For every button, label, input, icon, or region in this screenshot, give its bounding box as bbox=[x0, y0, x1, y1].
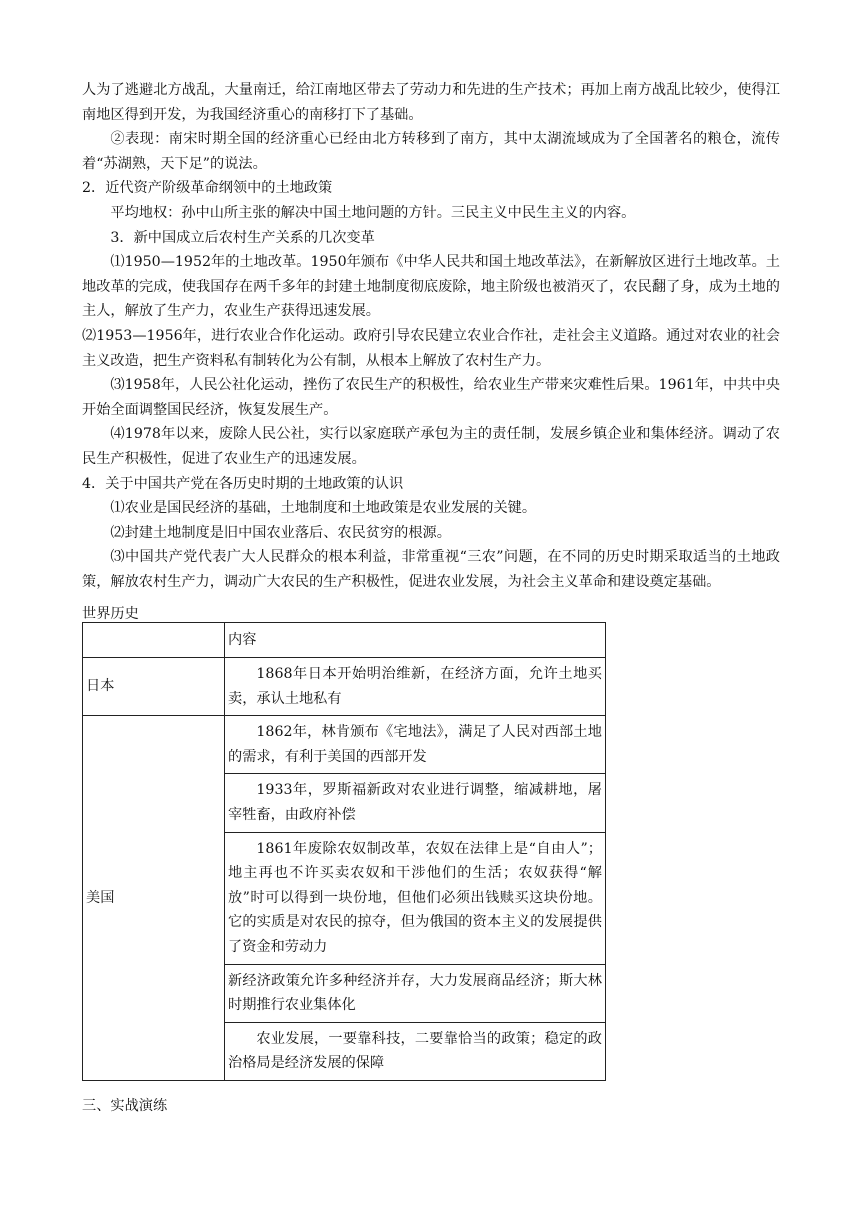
paragraph-understanding-3: ⑶中国共产党代表广大人民群众的根本利益，非常重视“三农”问题，在不同的历史时期采取适当的土地政策，解放农村生产力，调动广大农民的生产积极性，促进农业发展，为社会主义革命和建设奠定基础。 bbox=[82, 549, 780, 590]
paragraph-performance: ②表现：南宋时期全国的经济重心已经由北方转移到了南方，其中太湖流域成为了全国著名的粮仓，流传着“苏湖熟，天下足”的说法。 bbox=[82, 131, 780, 172]
table-cell-content: 1861年废除农奴制改革，农奴在法律上是“自由人”；地主再也不许买卖农奴和干涉他们的生活；农奴获得“解放”时可以得到一块份地，但他们必须出钱赎买这块份地。它的实质是对农民的掠夺，但为俄国的资本主义的发展提供了资金和劳动力 bbox=[225, 832, 606, 964]
paragraph-responsibility-system: ⑷1978年以来，废除人民公社，实行以家庭联产承包为主的责任制，发展乡镇企业和集体经济。调动了农民生产积极性，促进了农业生产的迅速发展。 bbox=[82, 426, 780, 467]
heading-rural-changes: 3．新中国成立后农村生产关系的几次变革 bbox=[110, 229, 375, 246]
table-cell-country: 日本 bbox=[83, 658, 225, 716]
table-cell-content: 新经济政策允许多种经济并存，大力发展商品经济；斯大林时期推行农业集体化 bbox=[225, 964, 606, 1022]
table-cell-country-merged bbox=[83, 716, 225, 1081]
paragraph-land-reform: ⑴1950—1952年的土地改革。1950年颁布《中华人民共和国土地改革法》，在新解放区进行土地改革。土地改革的完成，使我国存在两千多年的封建土地制度彻底废除，地主阶级也被消灭了，农民翻了身，成为土地的主人，解放了生产力，农业生产获得迅速发展。 bbox=[82, 254, 780, 320]
table-cell-content: 农业发展，一要靠科技，二要靠恰当的政策；稳定的政治格局是经济发展的保障 bbox=[225, 1022, 606, 1080]
heading-land-policy: 2．近代资产阶级革命纲领中的土地政策 bbox=[82, 180, 333, 197]
table-cell-content: 1862年，林肯颁布《宅地法》，满足了人民对西部土地的需求，有利于美国的西部开发 bbox=[225, 716, 606, 774]
paragraph-commune: ⑶1958年，人民公社化运动，挫伤了农民生产的积极性，给农业生产带来灾难性后果。1961年，中共中央开始全面调整国民经济，恢复发展生产。 bbox=[82, 377, 780, 418]
section-label-world-history: 世界历史 bbox=[82, 606, 139, 622]
table-header-content: 内容 bbox=[225, 623, 606, 658]
document-body bbox=[82, 78, 780, 594]
paragraph-equal-land-rights: 平均地权：孙中山所主张的解决中国土地问题的方针。三民主义中民生主义的内容。 bbox=[110, 204, 636, 221]
table-cell-content: 1868年日本开始明治维新，在经济方面，允许土地买卖，承认土地私有 bbox=[225, 658, 606, 716]
table-row bbox=[83, 658, 606, 716]
table-row bbox=[83, 716, 606, 774]
paragraph-understanding-1: ⑴农业是国民经济的基础，土地制度和土地政策是农业发展的关键。 bbox=[110, 500, 537, 517]
heading-party-understanding: 4．关于中国共产党在各历史时期的土地政策的认识 bbox=[82, 475, 404, 492]
table-header-row bbox=[83, 623, 606, 658]
table-cell-content: 1933年，罗斯福新政对农业进行调整，缩减耕地，屠宰牲畜，由政府补偿 bbox=[225, 774, 606, 832]
paragraph-migration: 人为了逃避北方战乱，大量南迁，给江南地区带去了劳动力和先进的生产技术；再加上南方战乱比较少，使得江南地区得到开发，为我国经济重心的南移打下了基础。 bbox=[82, 82, 780, 123]
table-cell-country-label: 美国 bbox=[86, 889, 115, 906]
world-history-table bbox=[82, 622, 606, 1081]
table-header-empty bbox=[83, 623, 225, 658]
paragraph-cooperative: ⑵1953—1956年，进行农业合作化运动。政府引导农民建立农业合作社，走社会主义道路。通过对农业的社会主义改造，把生产资料私有制转化为公有制，从根本上解放了农村生产力。 bbox=[82, 327, 780, 369]
paragraph-understanding-2: ⑵封建土地制度是旧中国农业落后、农民贫穷的根源。 bbox=[110, 524, 451, 541]
heading-practice: 三、实战演练 bbox=[82, 1098, 168, 1114]
